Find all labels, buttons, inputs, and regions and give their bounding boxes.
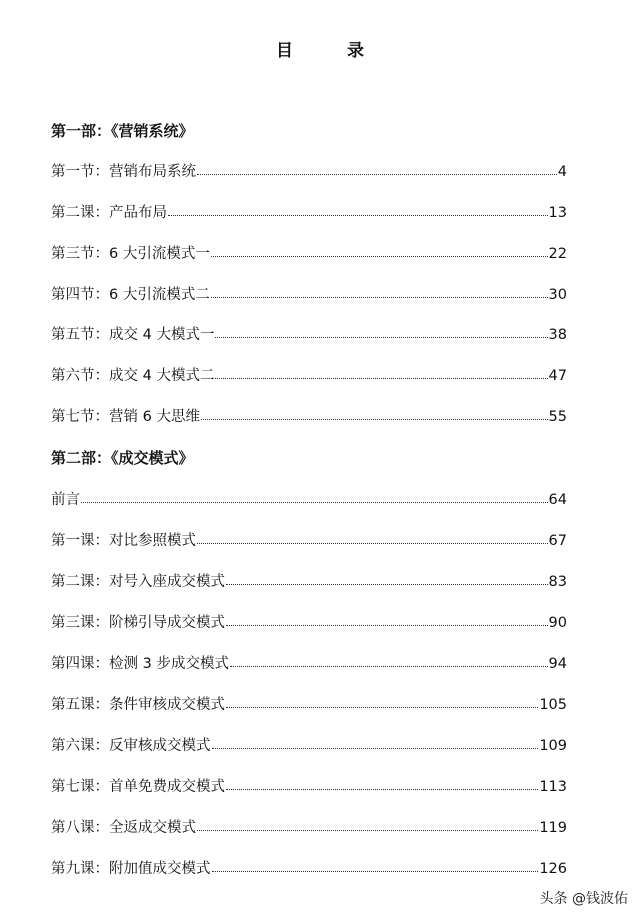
- leader-dots: [211, 296, 548, 298]
- toc-entry-label: 第四课：检测 3 步成交模式: [51, 656, 229, 672]
- toc-entry-page: 126: [539, 861, 567, 877]
- toc-entry: [51, 201, 567, 221]
- toc-entry-page: 55: [548, 409, 567, 425]
- leader-dots: [197, 542, 548, 544]
- title-left: 目: [276, 41, 293, 61]
- leader-dots: [215, 336, 547, 338]
- toc-entry-label: 第七节：营销 6 大思维: [51, 409, 200, 425]
- toc-entry-page: 13: [548, 205, 567, 221]
- toc-entry: [51, 364, 567, 384]
- toc-entry-page: 38: [548, 327, 567, 343]
- toc-entry-label: 第八课：全返成交模式: [51, 820, 196, 836]
- part-heading-1: 第一部：《营销系统》: [51, 122, 194, 140]
- leader-dots: [226, 583, 548, 585]
- leader-dots: [230, 665, 548, 667]
- leader-dots: [226, 788, 538, 790]
- toc-entry-page: 83: [548, 574, 567, 590]
- leader-dots: [81, 501, 548, 503]
- toc-entry-label: 第四节：6 大引流模式二: [51, 287, 210, 303]
- toc-entry: [51, 693, 567, 713]
- toc-entry-page: 113: [539, 779, 567, 795]
- toc-entry-page: 22: [548, 246, 567, 262]
- toc-entry-page: 30: [548, 287, 567, 303]
- page-title: [0, 36, 640, 61]
- toc-entry: [51, 816, 567, 836]
- leader-dots: [197, 829, 538, 831]
- toc-entry: [51, 611, 567, 631]
- leader-dots: [212, 747, 539, 749]
- toc-entry: [51, 283, 567, 303]
- toc-entry: [51, 652, 567, 672]
- toc-entry-label: 第二课：对号入座成交模式: [51, 574, 225, 590]
- leader-dots: [226, 624, 548, 626]
- toc-entry-label: 第三节：6 大引流模式一: [51, 246, 210, 262]
- leader-dots: [168, 214, 548, 216]
- toc-entry-label: 第六节：成交 4 大模式二: [51, 368, 215, 384]
- toc-entry-page: 105: [539, 697, 567, 713]
- toc-entry: [51, 405, 567, 425]
- toc-entry-label: 第五节：成交 4 大模式一: [51, 327, 215, 343]
- toc-entry-label: 第六课：反审核成交模式: [51, 738, 211, 754]
- toc-entry-label: 第七课：首单免费成交模式: [51, 779, 225, 795]
- toc-entry-label: 第二课：产品布局: [51, 205, 167, 221]
- watermark: 头条 @钱波佑: [539, 891, 628, 907]
- toc-entry-page: 4: [557, 164, 567, 180]
- toc-entry-page: 67: [548, 533, 567, 549]
- leader-dots: [215, 377, 547, 379]
- toc-entry-label: 第九课：附加值成交模式: [51, 861, 211, 877]
- toc-entry: [51, 570, 567, 590]
- leader-dots: [226, 706, 538, 708]
- toc-entry-page: 64: [548, 492, 567, 508]
- toc-entry-label: 第一节：营销布局系统: [51, 164, 196, 180]
- toc-entry: [51, 529, 567, 549]
- part-heading-2: 第二部：《成交模式》: [51, 449, 194, 467]
- toc-entry: [51, 857, 567, 877]
- toc-entry-label: 第一课：对比参照模式: [51, 533, 196, 549]
- toc-entry: [51, 242, 567, 262]
- toc-entry-label: 第五课：条件审核成交模式: [51, 697, 225, 713]
- toc-entry-page: 47: [548, 368, 567, 384]
- leader-dots: [201, 418, 548, 420]
- toc-entry: [51, 323, 567, 343]
- toc-entry-page: 90: [548, 615, 567, 631]
- title-right: 录: [347, 41, 364, 61]
- toc-entry: [51, 775, 567, 795]
- toc-entry-label: 前言: [51, 492, 80, 508]
- toc-entry: [51, 734, 567, 754]
- toc-entry: [51, 160, 567, 180]
- leader-dots: [197, 173, 557, 175]
- leader-dots: [211, 255, 548, 257]
- toc-entry-label: 第三课：阶梯引导成交模式: [51, 615, 225, 631]
- toc-entry-page: 109: [539, 738, 567, 754]
- toc-entry-page: 94: [548, 656, 567, 672]
- leader-dots: [212, 870, 539, 872]
- toc-entry-page: 119: [539, 820, 567, 836]
- toc-entry: [51, 488, 567, 508]
